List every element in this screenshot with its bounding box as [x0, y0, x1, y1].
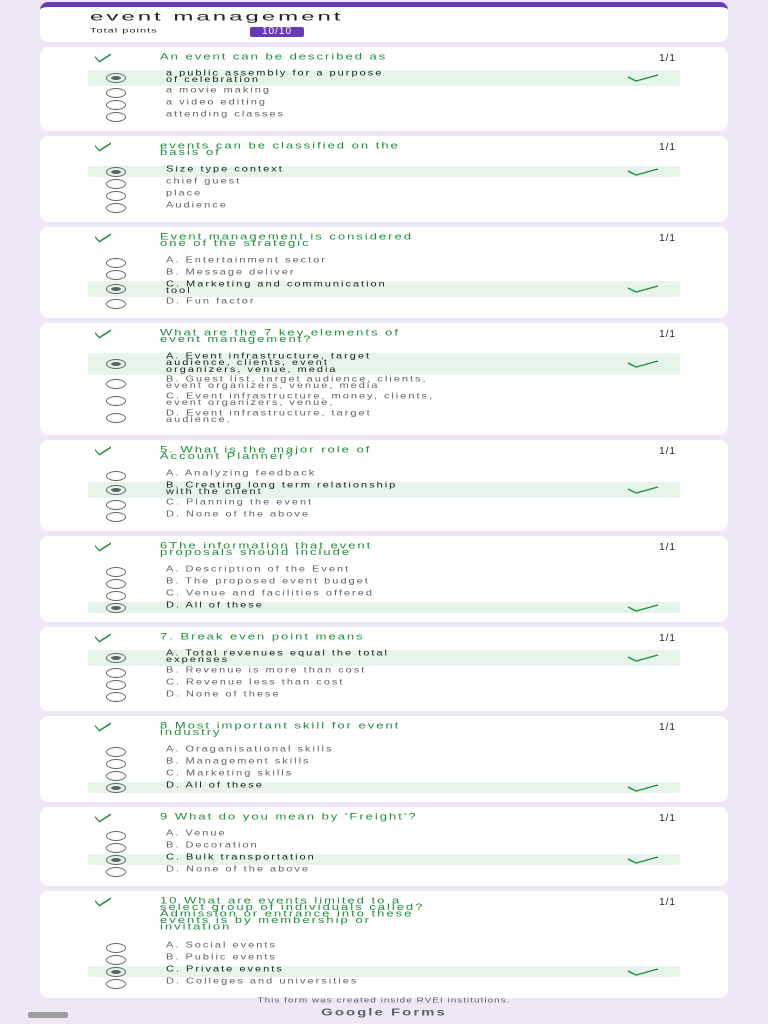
question-correct-check-icon: [94, 722, 112, 732]
radio-button[interactable]: [106, 668, 126, 678]
option-label: B. Management skills: [166, 756, 311, 766]
question-header: [40, 50, 728, 66]
option-label: C. Bulk transportation: [166, 852, 316, 862]
radio-button[interactable]: [106, 783, 126, 793]
radio-button[interactable]: [106, 692, 126, 702]
option-label: D. All of these: [166, 600, 264, 610]
question-points: 1/1: [659, 542, 676, 553]
correct-answer-check-icon: [626, 604, 660, 612]
question-header: [40, 810, 728, 826]
option-label: C. Marketing and communication tool: [166, 279, 387, 296]
correct-answer-check-icon: [626, 285, 660, 293]
radio-button[interactable]: [106, 603, 126, 613]
option-label: a movie making: [166, 85, 272, 95]
question-correct-check-icon: [94, 233, 112, 243]
question-correct-check-icon: [94, 53, 112, 63]
option-label: A. Venue: [166, 828, 227, 838]
radio-button[interactable]: [106, 867, 126, 877]
radio-button[interactable]: [106, 396, 126, 406]
question-card: [40, 807, 728, 886]
option-label: D. None of the above: [166, 509, 310, 519]
option-label: B. Guest list, target audience, clients, event organizers, venue, media: [166, 374, 428, 391]
radio-button[interactable]: [106, 413, 126, 423]
question-header: [40, 539, 728, 562]
question-points: 1/1: [659, 446, 676, 457]
radio-button[interactable]: [106, 979, 126, 989]
radio-button[interactable]: [106, 167, 126, 177]
answer-option[interactable]: [88, 667, 680, 678]
answer-option[interactable]: [88, 602, 680, 613]
option-label: Audience: [166, 200, 228, 210]
radio-button[interactable]: [106, 88, 126, 98]
option-label: A. Analyzing feedback: [166, 468, 317, 478]
radio-button[interactable]: [106, 379, 126, 389]
question-card: [40, 627, 728, 711]
option-label: C. Event infrastructure, money, clients, event organizers, venue,: [166, 391, 435, 408]
question-header: [40, 230, 728, 253]
question-title: An event can be described as: [160, 50, 388, 62]
answer-option[interactable]: [88, 679, 680, 690]
option-label: B. Public events: [166, 952, 277, 962]
question-correct-check-icon: [94, 813, 112, 823]
form-footer-note: This form was created inside RVEI institutions.: [257, 996, 511, 1005]
option-label: place: [166, 188, 203, 198]
radio-button[interactable]: [106, 567, 126, 577]
radio-button[interactable]: [106, 967, 126, 977]
answer-option[interactable]: [88, 691, 680, 702]
answer-option[interactable]: [88, 650, 680, 666]
radio-button[interactable]: [106, 73, 126, 83]
question-correct-check-icon: [94, 633, 112, 643]
option-label: A. Event infrastructure, target audience, clients, event organizers, venue, media: [166, 351, 372, 374]
question-title: 8 Most important skill for event industry: [160, 719, 401, 738]
question-points: 1/1: [659, 897, 676, 908]
answer-option[interactable]: [88, 854, 680, 865]
form-title: event management: [90, 10, 344, 24]
radio-button[interactable]: [106, 299, 126, 309]
radio-button[interactable]: [106, 179, 126, 189]
option-label: C. Venue and facilities offered: [166, 588, 374, 598]
answer-option[interactable]: [88, 578, 680, 589]
answer-option[interactable]: [88, 842, 680, 853]
radio-button[interactable]: [106, 831, 126, 841]
radio-button[interactable]: [106, 512, 126, 522]
radio-button[interactable]: [106, 855, 126, 865]
question-title: What are the 7 key elements of event management?: [160, 326, 400, 345]
answer-option[interactable]: [88, 166, 680, 177]
answer-option[interactable]: [88, 202, 680, 213]
question-correct-check-icon: [94, 542, 112, 552]
question-card: [40, 440, 728, 531]
option-label: C. Revenue less than cost: [166, 677, 345, 687]
answer-option[interactable]: [88, 87, 680, 98]
question-correct-check-icon: [94, 142, 112, 152]
option-label: C. Private events: [166, 964, 284, 974]
question-header: [40, 326, 728, 349]
answer-option[interactable]: [88, 499, 680, 510]
question-card: [40, 536, 728, 622]
radio-button[interactable]: [106, 747, 126, 757]
option-label: B. Decoration: [166, 840, 259, 850]
answer-option[interactable]: [88, 770, 680, 781]
answer-option[interactable]: [88, 966, 680, 977]
option-label: D. Colleges and universities: [166, 976, 359, 986]
correct-answer-check-icon: [626, 968, 660, 976]
radio-button[interactable]: [106, 955, 126, 965]
answer-option[interactable]: [88, 942, 680, 953]
radio-button[interactable]: [106, 843, 126, 853]
answer-option[interactable]: [88, 830, 680, 841]
answer-option[interactable]: [88, 954, 680, 965]
radio-button[interactable]: [106, 500, 126, 510]
question-card: [40, 716, 728, 802]
option-label: D. None of the above: [166, 864, 310, 874]
question-points: 1/1: [659, 813, 676, 824]
answer-option[interactable]: [88, 393, 680, 409]
question-points: 1/1: [659, 722, 676, 733]
question-correct-check-icon: [94, 329, 112, 339]
question-title: 9 What do you mean by 'Freight'?: [160, 810, 418, 822]
option-label: B. Message deliver: [166, 267, 296, 277]
option-label: a public assembly for a purpose of celebration: [166, 68, 384, 85]
correct-answer-check-icon: [626, 360, 660, 368]
option-label: B. Creating long term relationship with the client: [166, 480, 398, 497]
question-title: events can be classified on the basis of: [160, 139, 400, 158]
answer-option[interactable]: [88, 590, 680, 601]
answer-option[interactable]: [88, 298, 680, 309]
question-title: 5. What is the major role of Account Planner?: [160, 443, 372, 462]
radio-button[interactable]: [106, 270, 126, 280]
radio-button[interactable]: [106, 943, 126, 953]
score-badge: 10/10: [250, 27, 304, 37]
option-label: A. Description of the Event: [166, 564, 351, 574]
question-card: [40, 227, 728, 318]
option-label: B. The proposed event budget: [166, 576, 370, 586]
option-label: D. Fun factor: [166, 296, 256, 306]
question-list: [40, 47, 728, 998]
option-label: A. Oraganisational skills: [166, 744, 334, 754]
option-label: A. Social events: [166, 940, 277, 950]
answer-option[interactable]: [88, 866, 680, 877]
answer-option[interactable]: [88, 70, 680, 86]
question-title: 7. Break even point means: [160, 630, 365, 642]
answer-option[interactable]: [88, 978, 680, 989]
question-header: [40, 443, 728, 466]
option-label: Size type context: [166, 164, 284, 174]
question-correct-check-icon: [94, 897, 112, 907]
answer-option[interactable]: [88, 99, 680, 110]
question-card: [40, 47, 728, 131]
question-card: [40, 136, 728, 222]
answer-option[interactable]: [88, 566, 680, 577]
question-title: 10 What are events limited to a select group of individuals called? Admission or entrance into these events is by membership or invitation: [160, 894, 425, 932]
question-title: Event management is considered one of the strategic: [160, 230, 413, 249]
radio-button[interactable]: [106, 100, 126, 110]
form-page: [40, 0, 728, 1003]
question-header: [40, 894, 728, 938]
correct-answer-check-icon: [626, 486, 660, 494]
radio-button[interactable]: [106, 579, 126, 589]
radio-button[interactable]: [106, 680, 126, 690]
google-forms-logo: Google Forms: [321, 1006, 447, 1019]
option-label: A. Entertainment sector: [166, 255, 327, 265]
report-abuse-button[interactable]: [28, 1012, 68, 1018]
question-points: 1/1: [659, 233, 676, 244]
answer-option[interactable]: [88, 376, 680, 392]
option-label: D. None of these: [166, 689, 281, 699]
option-label: chief guest: [166, 176, 242, 186]
question-points: 1/1: [659, 142, 676, 153]
answer-option[interactable]: [88, 257, 680, 268]
option-label: A. Total revenues equal the total expenses: [166, 648, 389, 665]
question-header: [40, 630, 728, 646]
form-header-card: [40, 2, 728, 42]
correct-answer-check-icon: [626, 654, 660, 662]
answer-option[interactable]: [88, 353, 680, 375]
answer-option[interactable]: [88, 482, 680, 498]
correct-answer-check-icon: [626, 74, 660, 82]
question-points: 1/1: [659, 53, 676, 64]
option-label: C. Planning the event: [166, 497, 314, 507]
radio-button[interactable]: [106, 258, 126, 268]
radio-button[interactable]: [106, 359, 126, 369]
option-label: B. Revenue is more than cost: [166, 665, 367, 675]
correct-answer-check-icon: [626, 168, 660, 176]
answer-option[interactable]: [88, 782, 680, 793]
radio-button[interactable]: [106, 653, 126, 663]
option-label: attending classes: [166, 109, 285, 119]
question-header: [40, 139, 728, 162]
question-header: [40, 719, 728, 742]
question-title: 6The information that event proposals should include: [160, 539, 373, 558]
radio-button[interactable]: [106, 591, 126, 601]
answer-option[interactable]: [88, 111, 680, 122]
answer-option[interactable]: [88, 190, 680, 201]
radio-button[interactable]: [106, 112, 126, 122]
answer-option[interactable]: [88, 511, 680, 522]
answer-option[interactable]: [88, 178, 680, 189]
answer-option[interactable]: [88, 281, 680, 297]
option-label: C. Marketing skills: [166, 768, 294, 778]
question-card: [40, 891, 728, 998]
answer-option[interactable]: [88, 269, 680, 280]
answer-option[interactable]: [88, 746, 680, 757]
total-points-label: Total points: [90, 27, 158, 35]
radio-button[interactable]: [106, 203, 126, 213]
radio-button[interactable]: [106, 485, 126, 495]
radio-button[interactable]: [106, 471, 126, 481]
radio-button[interactable]: [106, 759, 126, 769]
answer-option[interactable]: [88, 758, 680, 769]
question-correct-check-icon: [94, 446, 112, 456]
option-label: D. Event infrastructure, target audience,: [166, 408, 372, 425]
question-points: 1/1: [659, 633, 676, 644]
radio-button[interactable]: [106, 284, 126, 294]
radio-button[interactable]: [106, 771, 126, 781]
option-label: D. All of these: [166, 780, 264, 790]
radio-button[interactable]: [106, 191, 126, 201]
answer-option[interactable]: [88, 410, 680, 426]
question-card: [40, 323, 728, 435]
question-points: 1/1: [659, 329, 676, 340]
correct-answer-check-icon: [626, 784, 660, 792]
answer-option[interactable]: [88, 470, 680, 481]
option-label: a video editing: [166, 97, 267, 107]
correct-answer-check-icon: [626, 856, 660, 864]
